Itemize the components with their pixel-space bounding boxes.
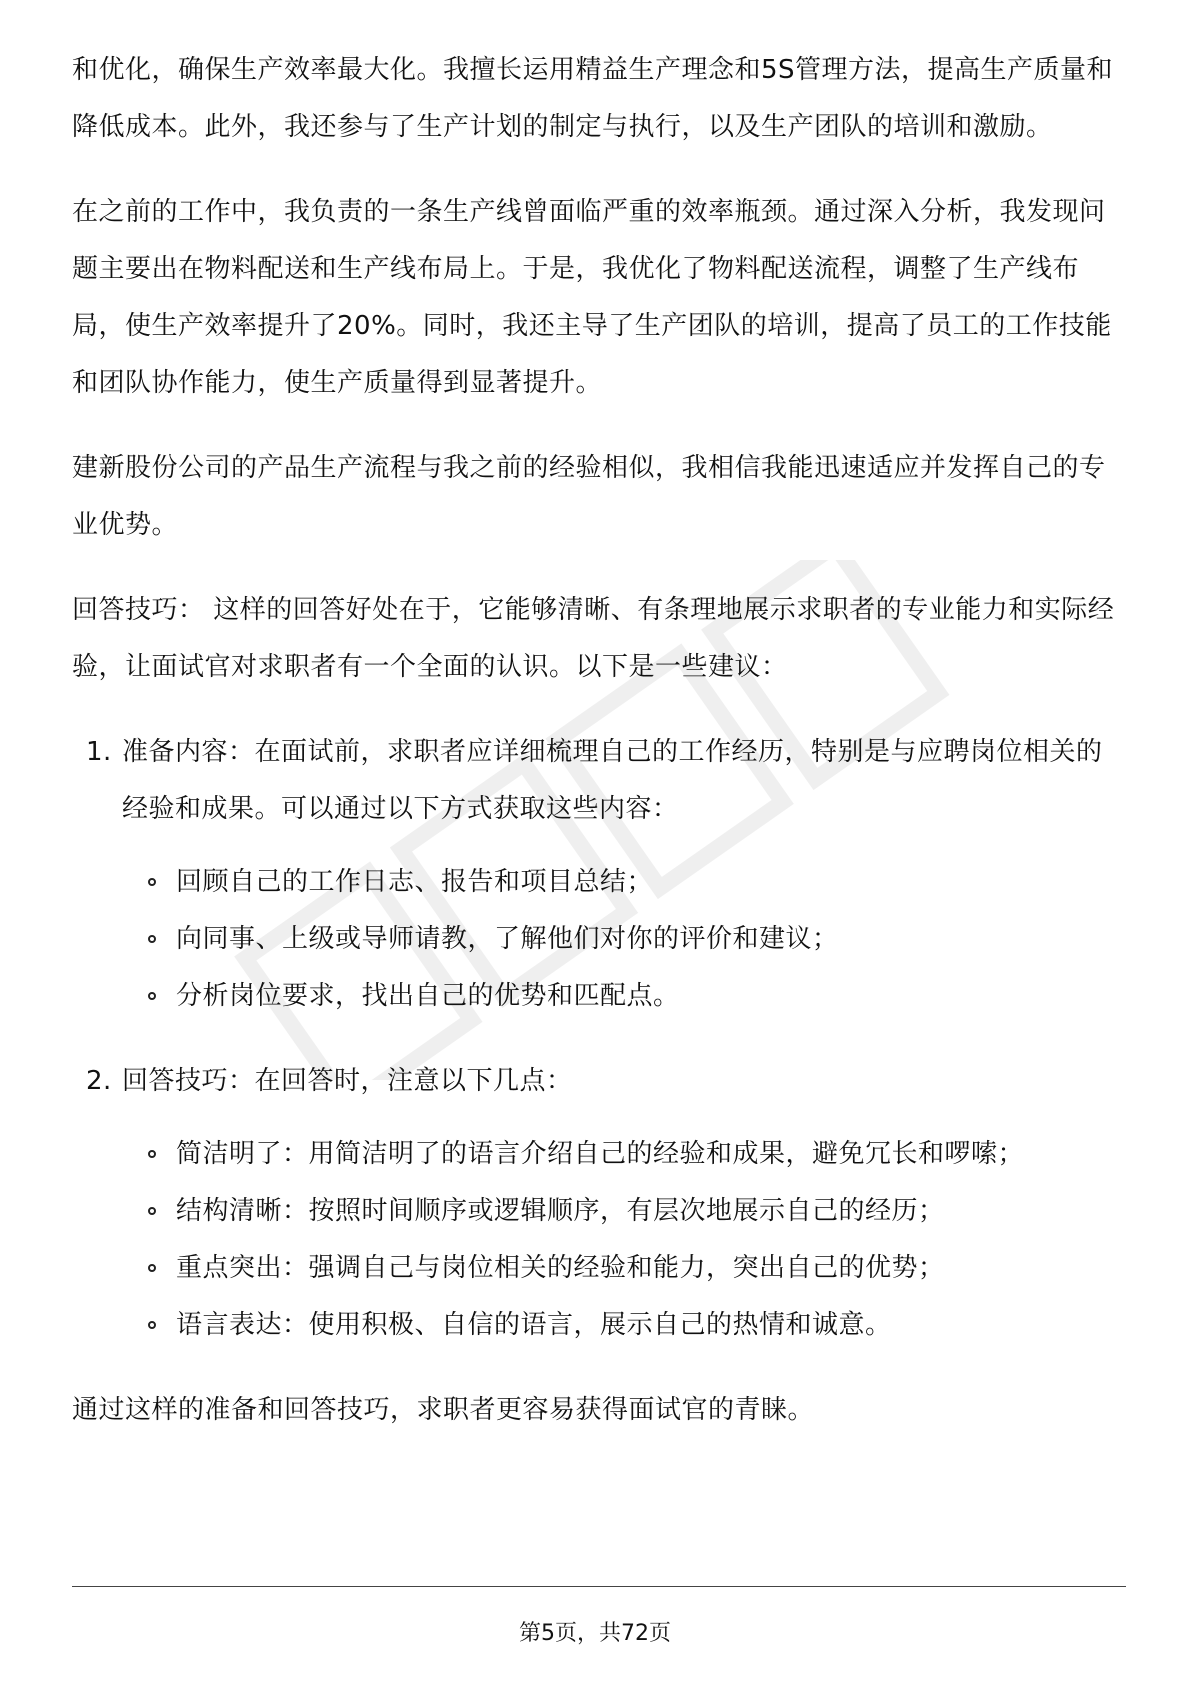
circle-bullet-icon <box>148 992 156 1000</box>
circle-bullet-icon <box>148 1321 156 1329</box>
paragraph-intro: 和优化，确保生产效率最大化。我擅长运用精益生产理念和5S管理方法，提高生产质量和降低成本。此外，我还参与了生产计划的制定与执行，以及生产团队的培训和激励。 <box>72 55 1114 142</box>
bullet-item <box>122 1126 1122 1183</box>
document-body <box>72 42 1122 1467</box>
bullet-text: 分析岗位要求，找出自己的优势和匹配点。 <box>176 981 680 1011</box>
bullet-text: 语言表达：使用积极、自信的语言，展示自己的热情和诚意。 <box>176 1310 892 1340</box>
page-number: 第5页，共72页 <box>519 1621 671 1646</box>
bullet-item <box>122 1183 1122 1240</box>
bullet-text: 回顾自己的工作日志、报告和项目总结； <box>176 867 654 897</box>
bullet-item <box>122 968 1122 1025</box>
bullet-text: 重点突出：强调自己与岗位相关的经验和能力，突出自己的优势； <box>176 1253 945 1283</box>
bullet-item <box>122 1240 1122 1297</box>
circle-bullet-icon <box>148 935 156 943</box>
circle-bullet-icon <box>148 1150 156 1158</box>
circle-bullet-icon <box>148 1207 156 1215</box>
paragraph-company-fit: 建新股份公司的产品生产流程与我之前的经验相似，我相信我能迅速适应并发挥自己的专业优势。 <box>72 453 1106 540</box>
list-number: 1. <box>86 737 112 767</box>
bullet-text: 向同事、上级或导师请教，了解他们对你的评价和建议； <box>176 924 839 954</box>
bullet-text: 结构清晰：按照时间顺序或逻辑顺序，有层次地展示自己的经历； <box>176 1196 945 1226</box>
circle-bullet-icon <box>148 1264 156 1272</box>
list-item-answer-skills <box>72 1053 1122 1354</box>
bullet-item <box>122 911 1122 968</box>
numbered-list <box>72 724 1122 1354</box>
list-number: 2. <box>86 1066 112 1096</box>
bullet-item <box>122 1297 1122 1354</box>
list-item-prepare <box>72 724 1122 1025</box>
bullet-list <box>122 854 1122 1025</box>
paragraph-closing: 通过这样的准备和回答技巧，求职者更容易获得面试官的青睐。 <box>72 1395 815 1425</box>
paragraph-experience: 在之前的工作中，我负责的一条生产线曾面临严重的效率瓶颈。通过深入分析，我发现问题主要出在物料配送和生产线布局上。于是，我优化了物料配送流程，调整了生产线布局，使生产效率提升了20%。同时，我还主导了生产团队的培训，提高了员工的工作技能和团队协作能力，使生产质量得到显著提升。 <box>72 197 1112 398</box>
footer-divider <box>72 1586 1126 1587</box>
bullet-text: 简洁明了：用简洁明了的语言介绍自己的经验和成果，避免冗长和啰嗦； <box>176 1139 1025 1169</box>
circle-bullet-icon <box>148 878 156 886</box>
list-item-text: 准备内容：在面试前，求职者应详细梳理自己的工作经历，特别是与应聘岗位相关的经验和成果。可以通过以下方式获取这些内容： <box>122 737 1103 824</box>
bullet-item <box>122 854 1122 911</box>
paragraph-answer-tips: 回答技巧： 这样的回答好处在于，它能够清晰、有条理地展示求职者的专业能力和实际经验，让面试官对求职者有一个全面的认识。以下是一些建议： <box>72 595 1115 682</box>
bullet-list <box>122 1126 1122 1354</box>
list-item-text: 回答技巧：在回答时，注意以下几点： <box>122 1066 573 1096</box>
